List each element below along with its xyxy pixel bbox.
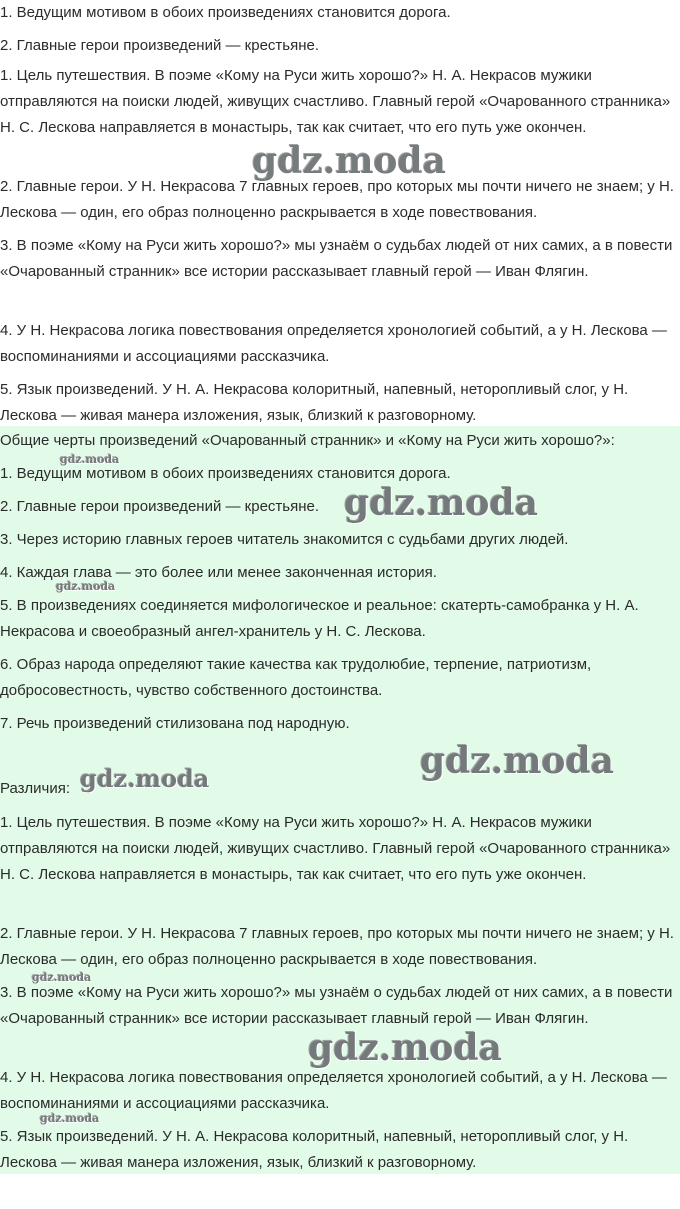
top-paragraph-2: 2. Главные герои произведений — крестьяне. [0,37,320,54]
top-paragraph-1: 1. Ведущим мотивом в обоих произведениях становится дорога. [0,4,451,21]
common-item-4: 4. Каждая глава — это более или менее законченная история. [0,564,437,581]
common-features-heading: Общие черты произведений «Очарованный странник» и «Кому на Руси жить хорошо?»: [0,432,615,449]
watermark-logo: gdz.moda [308,1027,502,1069]
watermark-logo: gdz.moda [60,453,120,466]
watermark-logo: gdz.moda [252,140,446,182]
watermark-logo: gdz.moda [32,971,92,984]
differences-heading: Различия: [0,780,71,797]
common-item-5: 5. В произведениях соединяется мифологическое и реальное: скатерть-самобранка у Н. А. Некрасова и своеобразный ангел-хранитель у Н. С. Лескова. [0,597,639,640]
watermark-logo: gdz.moda [344,482,538,524]
difference-item-1: 1. Цель путешествия. В поэме «Кому на Руси жить хорошо?» Н. А. Некрасов мужики отправляются на поиски людей, живущих счастливо. Главный герой «Очарованного странника» Н. С. Лескова направляется в монастырь, так как считает, что его путь уже окончен. [0,814,671,883]
difference-item-3: 3. В поэме «Кому на Руси жить хорошо?» мы узнаём о судьбах людей от них самих, а в повести «Очарованный странник» все истории рассказывает главный герой — Иван Флягин. [0,984,673,1027]
top-paragraph-3: 1. Цель путешествия. В поэме «Кому на Руси жить хорошо?» Н. А. Некрасов мужики отправляются на поиски людей, живущих счастливо. Главный герой «Очарованного странника» Н. С. Лескова направляется в монастырь, так как считает, что его путь уже окончен. [0,67,671,136]
difference-item-5: 5. Язык произведений. У Н. А. Некрасова колоритный, напевный, неторопливый слог, у Н. Лескова — живая манера изложения, язык, близкий к разговорному. [0,1128,629,1171]
difference-item-4: 4. У Н. Некрасова логика повествования определяется хронологией событий, а у Н. Лескова — воспоминаниями и ассоциациями рассказчика. [0,1069,667,1112]
common-item-7: 7. Речь произведений стилизована под народную. [0,715,350,732]
top-paragraph-4: 2. Главные герои. У Н. Некрасова 7 главных героев, про которых мы почти ничего не знаем; у Н. Лескова — один, его образ полноценно раскрывается в ходе повествования. [0,178,674,221]
common-item-6: 6. Образ народа определяют такие качества как трудолюбие, терпение, патриотизм, добросовестность, чувство собственного достоинства. [0,656,592,699]
common-item-1: 1. Ведущим мотивом в обоих произведениях становится дорога. [0,465,451,482]
top-paragraph-5: 3. В поэме «Кому на Руси жить хорошо?» мы узнаём о судьбах людей от них самих, а в повести «Очарованный странник» все истории рассказывает главный герой — Иван Флягин. [0,237,673,280]
top-paragraph-7: 5. Язык произведений. У Н. А. Некрасова колоритный, напевный, неторопливый слог, у Н. Лескова — живая манера изложения, язык, близкий к разговорному. [0,381,629,424]
watermark-logo: gdz.moda [40,1112,100,1125]
common-item-2: 2. Главные герои произведений — крестьяне. [0,498,320,515]
difference-item-2: 2. Главные герои. У Н. Некрасова 7 главных героев, про которых мы почти ничего не знаем; у Н. Лескова — один, его образ полноценно раскрывается в ходе повествования. [0,925,674,968]
common-item-3: 3. Через историю главных героев читатель знакомится с судьбами других людей. [0,531,569,548]
top-paragraph-6: 4. У Н. Некрасова логика повествования определяется хронологией событий, а у Н. Лескова — воспоминаниями и ассоциациями рассказчика. [0,322,667,365]
watermark-logo: gdz.moda [420,740,614,782]
watermark-logo: gdz.moda [56,580,116,593]
watermark-logo: gdz.moda [80,764,210,793]
